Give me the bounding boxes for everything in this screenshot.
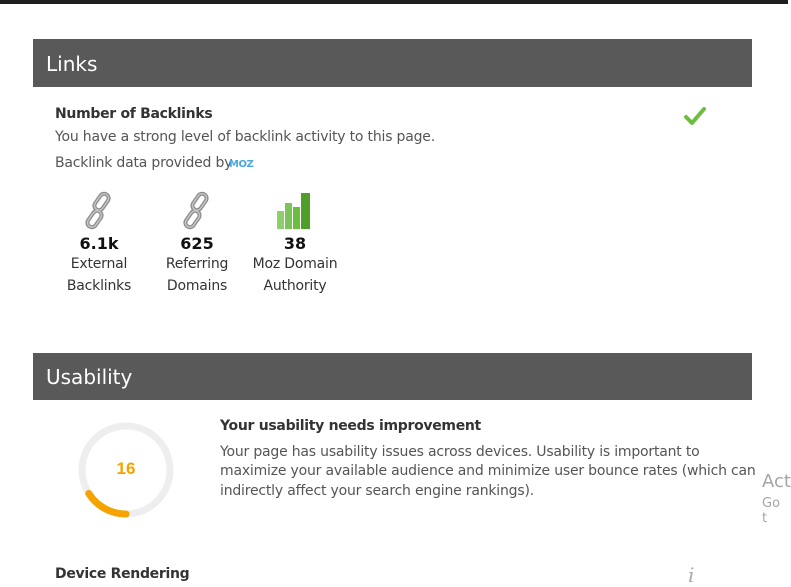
metric-moz-domain-authority [245, 191, 345, 297]
usability-description-line: Your page has usability issues across devices. Usability is important to [220, 444, 700, 460]
device-rendering-title: Device Rendering [55, 566, 190, 582]
metric-external-backlinks [49, 191, 149, 297]
metric-label: Referring [165, 256, 229, 272]
metric-label: Moz Domain [252, 256, 338, 272]
metric-label: Domains [166, 278, 228, 294]
usability-description-line: maximize your available audience and minimize user bounce rates (which can [220, 463, 756, 479]
info-icon[interactable]: i [688, 563, 695, 587]
chain-link-icon [177, 191, 217, 231]
usability-section-header: Usability [33, 353, 752, 400]
moz-logo[interactable] [229, 158, 261, 168]
backlink-provider-text: Backlink data provided by [55, 155, 233, 171]
links-section-header: Links [33, 39, 752, 87]
metric-label: Backlinks [66, 278, 132, 294]
chain-link-icon [79, 191, 119, 231]
bar-chart-icon [275, 191, 315, 231]
metric-value: 6.1k [79, 234, 119, 253]
usability-score: 16 [116, 459, 136, 478]
top-bar [0, 0, 788, 4]
metric-value: 625 [180, 234, 214, 253]
backlinks-title: Number of Backlinks [55, 106, 213, 122]
metric-referring-domains [147, 191, 247, 297]
usability-description-line: indirectly affect your search engine rankings). [220, 483, 534, 499]
svg-text:MOZ: MOZ [229, 159, 254, 170]
backlinks-description: You have a strong level of backlink activity to this page. [55, 129, 435, 145]
activate-windows-subtext: Go t [762, 496, 781, 526]
metric-value: 38 [283, 234, 307, 253]
metric-label: Authority [263, 278, 327, 294]
usability-title: Your usability needs improvement [220, 418, 481, 434]
activate-windows-text: Act [762, 471, 791, 492]
metric-label: External [70, 256, 128, 272]
check-icon [683, 104, 707, 128]
